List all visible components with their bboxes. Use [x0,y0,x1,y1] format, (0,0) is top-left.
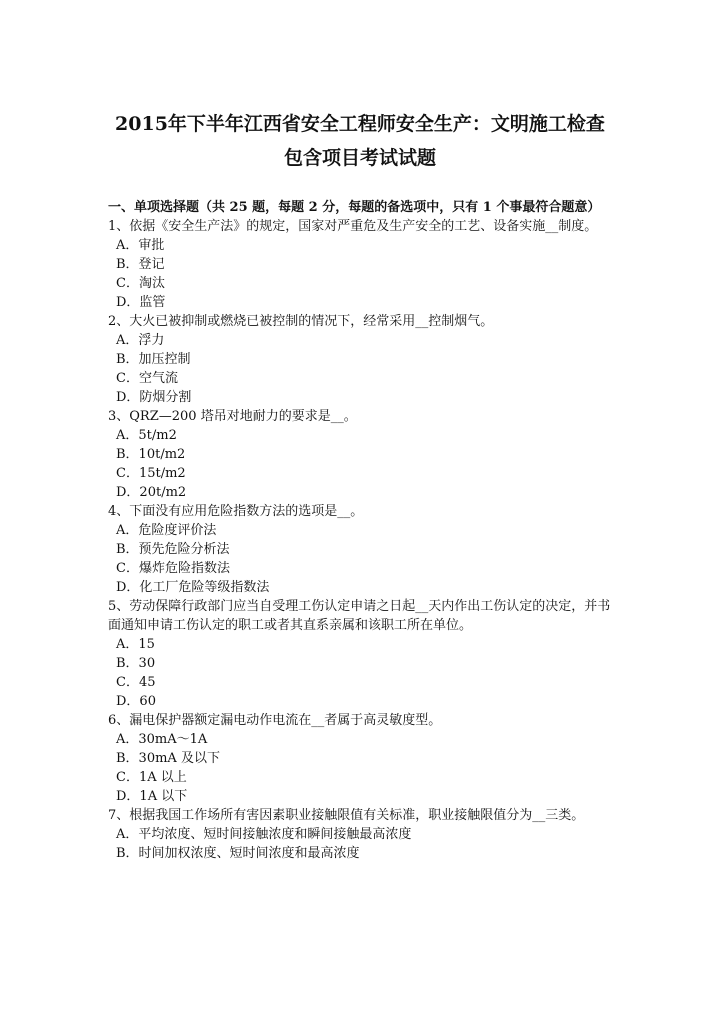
question-text: 6、漏电保护器额定漏电动作电流在__者属于高灵敏度型。 [108,713,442,728]
answer-option: A．平均浓度、短时间接触浓度和瞬间接触最高浓度 [116,827,412,842]
section-heading: 一、单项选择题（共 25 题，每题 2 分，每题的备选项中，只有 1 个事最符合题意） [108,200,601,215]
answer-option: C．空气流 [116,371,178,386]
question-block [108,597,614,711]
answer-option: A．审批 [116,238,165,253]
answer-option: B．时间加权浓度、短时间浓度和最高浓度 [116,846,360,861]
answer-option: B．30 [116,656,156,671]
question-block [108,407,614,502]
answer-option: A．危险度评价法 [116,523,217,538]
answer-option: B．预先危险分析法 [116,542,230,557]
exam-content [108,198,614,863]
answer-option: A．30mA～1A [116,732,208,747]
question-block [108,312,614,407]
question-block [108,711,614,806]
question-text: 3、QRZ—200 塔吊对地耐力的要求是__。 [108,409,357,424]
answer-option: D．监管 [116,295,166,310]
question-text: 2、大火已被抑制或燃烧已被控制的情况下，经常采用__控制烟气。 [108,314,494,329]
answer-option: B．加压控制 [116,352,191,367]
answer-option: A．15 [116,637,155,652]
answer-option: D．防烟分割 [116,390,192,405]
answer-option: C．1A 以上 [116,770,187,785]
question-block [108,217,614,312]
answer-option: B．10t/m2 [116,447,186,462]
page-title-line-1: 2015年下半年江西省安全工程师安全生产：文明施工检查 [115,113,605,135]
answer-option: B．登记 [116,257,165,272]
answer-option: D．化工厂危险等级指数法 [116,580,270,595]
answer-option: D．20t/m2 [116,485,187,500]
answer-option: A．浮力 [116,333,165,348]
answer-option: C．淘汰 [116,276,165,291]
answer-option: C．爆炸危险指数法 [116,561,230,576]
question-block [108,806,614,863]
answer-option: D．60 [116,694,156,709]
question-text: 5、劳动保障行政部门应当自受理工伤认定申请之日起__天内作出工伤认定的决定，并书面通知申请工伤认定的职工或者其直系亲属和该职工所在单位。 [108,599,611,633]
question-text: 1、依据《安全生产法》的规定，国家对严重危及生产安全的工艺、设备实施__制度。 [108,219,598,234]
answer-option: A．5t/m2 [116,428,177,443]
answer-option: C．45 [116,675,156,690]
answer-option: B．30mA 及以下 [116,751,220,766]
question-text: 7、根据我国工作场所有害因素职业接触限值有关标准，职业接触限值分为__三类。 [108,808,585,823]
question-block [108,502,614,597]
answer-option: C．15t/m2 [116,466,186,481]
question-text: 4、下面没有应用危险指数方法的选项是__。 [108,504,364,519]
page-title-line-2: 包含项目考试试题 [283,147,436,169]
answer-option: D．1A 以下 [116,789,188,804]
